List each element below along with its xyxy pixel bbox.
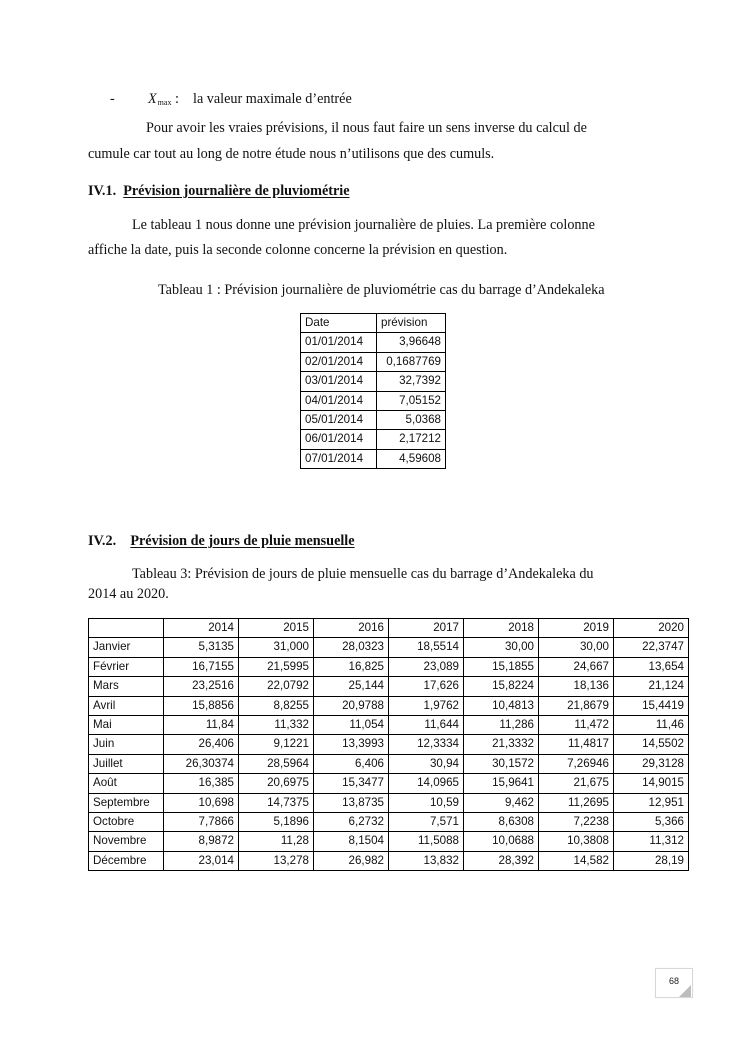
cell-value: 24,667 bbox=[539, 657, 614, 676]
column-header-prevision: prévision bbox=[377, 314, 446, 333]
cell-value: 23,2516 bbox=[164, 677, 239, 696]
cell-value: 23,089 bbox=[389, 657, 464, 676]
section-number: IV.2. bbox=[88, 533, 117, 549]
cell-value: 11,28 bbox=[239, 832, 314, 851]
cell-value: 21,5995 bbox=[239, 657, 314, 676]
column-header-year: 2017 bbox=[389, 619, 464, 638]
section-number: IV.1. bbox=[88, 183, 117, 199]
table-row bbox=[89, 832, 689, 851]
cell-value: 30,1572 bbox=[464, 754, 539, 773]
section-title: Prévision de jours de pluie mensuelle bbox=[130, 533, 355, 549]
cell-month: Octobre bbox=[89, 813, 164, 832]
table-header-row bbox=[301, 314, 446, 333]
cell-value: 13,654 bbox=[614, 657, 689, 676]
cell-date: 03/01/2014 bbox=[301, 372, 377, 391]
cell-value: 14,582 bbox=[539, 851, 614, 870]
cell-date: 07/01/2014 bbox=[301, 449, 377, 468]
table1-caption: Tableau 1 : Prévision journalière de pluviométrie cas du barrage d’Andekaleka bbox=[158, 282, 605, 298]
table-row bbox=[301, 372, 446, 391]
column-header-year: 2016 bbox=[314, 619, 389, 638]
cell-value: 18,136 bbox=[539, 677, 614, 696]
cell-value: 11,054 bbox=[314, 716, 389, 735]
table-header-row bbox=[89, 619, 689, 638]
column-header-month bbox=[89, 619, 164, 638]
cell-value: 5,3135 bbox=[164, 638, 239, 657]
cell-prevision: 4,59608 bbox=[377, 449, 446, 468]
column-header-year: 2019 bbox=[539, 619, 614, 638]
cell-value: 28,5964 bbox=[239, 754, 314, 773]
cell-value: 6,406 bbox=[314, 754, 389, 773]
cell-value: 10,3808 bbox=[539, 832, 614, 851]
cell-value: 23,014 bbox=[164, 851, 239, 870]
cell-value: 10,0688 bbox=[464, 832, 539, 851]
cell-value: 14,5502 bbox=[614, 735, 689, 754]
table-row bbox=[89, 851, 689, 870]
cell-value: 11,5088 bbox=[389, 832, 464, 851]
cell-value: 11,332 bbox=[239, 716, 314, 735]
cell-value: 11,4817 bbox=[539, 735, 614, 754]
cell-value: 9,1221 bbox=[239, 735, 314, 754]
cell-value: 14,9015 bbox=[614, 774, 689, 793]
table3-caption-line2: 2014 au 2020. bbox=[88, 586, 169, 602]
section-heading-iv2 bbox=[88, 533, 355, 550]
intro-paragraph-line1: Pour avoir les vraies prévisions, il nous faut faire un sens inverse du calcul de bbox=[146, 120, 587, 136]
section-heading-iv1 bbox=[88, 183, 350, 200]
list-bullet: - bbox=[110, 91, 115, 107]
cell-month: Septembre bbox=[89, 793, 164, 812]
cell-value: 16,7155 bbox=[164, 657, 239, 676]
page-curl-icon bbox=[679, 985, 691, 997]
cell-value: 26,406 bbox=[164, 735, 239, 754]
cell-value: 8,8255 bbox=[239, 696, 314, 715]
cell-value: 15,1855 bbox=[464, 657, 539, 676]
cell-value: 25,144 bbox=[314, 677, 389, 696]
cell-date: 02/01/2014 bbox=[301, 352, 377, 371]
cell-value: 12,3334 bbox=[389, 735, 464, 754]
monthly-rain-days-table bbox=[88, 618, 689, 871]
table-row bbox=[301, 333, 446, 352]
cell-value: 13,278 bbox=[239, 851, 314, 870]
cell-prevision: 2,17212 bbox=[377, 430, 446, 449]
cell-value: 7,2238 bbox=[539, 813, 614, 832]
variable-colon: : bbox=[171, 91, 179, 107]
cell-value: 5,1896 bbox=[239, 813, 314, 832]
cell-value: 21,124 bbox=[614, 677, 689, 696]
cell-value: 31,000 bbox=[239, 638, 314, 657]
table-row bbox=[89, 638, 689, 657]
cell-month: Mai bbox=[89, 716, 164, 735]
table-row bbox=[89, 735, 689, 754]
variable-subscript: max bbox=[157, 98, 172, 107]
cell-value: 13,3993 bbox=[314, 735, 389, 754]
section-title: Prévision journalière de pluviométrie bbox=[123, 183, 350, 199]
section1-paragraph-line1: Le tableau 1 nous donne une prévision journalière de pluies. La première colonne bbox=[132, 217, 595, 233]
cell-month: Janvier bbox=[89, 638, 164, 657]
cell-value: 11,472 bbox=[539, 716, 614, 735]
column-header-year: 2018 bbox=[464, 619, 539, 638]
cell-value: 21,675 bbox=[539, 774, 614, 793]
cell-date: 06/01/2014 bbox=[301, 430, 377, 449]
cell-value: 8,6308 bbox=[464, 813, 539, 832]
cell-prevision: 5,0368 bbox=[377, 411, 446, 430]
cell-value: 26,30374 bbox=[164, 754, 239, 773]
cell-value: 14,0965 bbox=[389, 774, 464, 793]
cell-date: 05/01/2014 bbox=[301, 411, 377, 430]
cell-value: 15,9641 bbox=[464, 774, 539, 793]
table-row bbox=[89, 677, 689, 696]
cell-month: Juin bbox=[89, 735, 164, 754]
cell-value: 6,2732 bbox=[314, 813, 389, 832]
cell-value: 22,3747 bbox=[614, 638, 689, 657]
cell-value: 16,825 bbox=[314, 657, 389, 676]
column-header-date: Date bbox=[301, 314, 377, 333]
cell-date: 04/01/2014 bbox=[301, 391, 377, 410]
cell-value: 26,982 bbox=[314, 851, 389, 870]
table-row bbox=[301, 411, 446, 430]
cell-prevision: 7,05152 bbox=[377, 391, 446, 410]
cell-month: Avril bbox=[89, 696, 164, 715]
cell-value: 16,385 bbox=[164, 774, 239, 793]
cell-value: 29,3128 bbox=[614, 754, 689, 773]
cell-value: 18,5514 bbox=[389, 638, 464, 657]
cell-value: 22,0792 bbox=[239, 677, 314, 696]
cell-value: 10,698 bbox=[164, 793, 239, 812]
table-row bbox=[301, 352, 446, 371]
column-header-year: 2015 bbox=[239, 619, 314, 638]
table-row bbox=[89, 813, 689, 832]
cell-month: Décembre bbox=[89, 851, 164, 870]
cell-prevision: 0,1687769 bbox=[377, 352, 446, 371]
cell-value: 11,644 bbox=[389, 716, 464, 735]
cell-month: Février bbox=[89, 657, 164, 676]
table-row bbox=[89, 754, 689, 773]
table-row bbox=[89, 774, 689, 793]
cell-value: 10,59 bbox=[389, 793, 464, 812]
cell-value: 8,1504 bbox=[314, 832, 389, 851]
cell-value: 15,4419 bbox=[614, 696, 689, 715]
table-row bbox=[89, 696, 689, 715]
cell-date: 01/01/2014 bbox=[301, 333, 377, 352]
column-header-year: 2014 bbox=[164, 619, 239, 638]
cell-prevision: 3,96648 bbox=[377, 333, 446, 352]
variable-symbol: X bbox=[148, 91, 157, 107]
cell-value: 30,00 bbox=[539, 638, 614, 657]
cell-value: 15,8224 bbox=[464, 677, 539, 696]
cell-value: 20,9788 bbox=[314, 696, 389, 715]
cell-month: Juillet bbox=[89, 754, 164, 773]
cell-value: 28,0323 bbox=[314, 638, 389, 657]
cell-value: 17,626 bbox=[389, 677, 464, 696]
cell-value: 20,6975 bbox=[239, 774, 314, 793]
cell-value: 5,366 bbox=[614, 813, 689, 832]
cell-value: 9,462 bbox=[464, 793, 539, 812]
cell-value: 15,3477 bbox=[314, 774, 389, 793]
cell-value: 12,951 bbox=[614, 793, 689, 812]
cell-value: 15,8856 bbox=[164, 696, 239, 715]
cell-value: 11,312 bbox=[614, 832, 689, 851]
variable-description: la valeur maximale d’entrée bbox=[193, 91, 352, 107]
table-row bbox=[89, 716, 689, 735]
cell-value: 13,832 bbox=[389, 851, 464, 870]
cell-value: 30,00 bbox=[464, 638, 539, 657]
variable-xmax bbox=[148, 89, 179, 113]
cell-month: Août bbox=[89, 774, 164, 793]
cell-value: 14,7375 bbox=[239, 793, 314, 812]
table3-caption-line1: Tableau 3: Prévision de jours de pluie mensuelle cas du barrage d’Andekaleka du bbox=[132, 566, 594, 582]
page-number: 68 bbox=[655, 968, 693, 998]
cell-value: 28,392 bbox=[464, 851, 539, 870]
table-row bbox=[301, 449, 446, 468]
cell-value: 7,571 bbox=[389, 813, 464, 832]
cell-value: 21,3332 bbox=[464, 735, 539, 754]
cell-value: 13,8735 bbox=[314, 793, 389, 812]
cell-value: 30,94 bbox=[389, 754, 464, 773]
cell-value: 7,26946 bbox=[539, 754, 614, 773]
table-row bbox=[89, 793, 689, 812]
cell-value: 28,19 bbox=[614, 851, 689, 870]
cell-prevision: 32,7392 bbox=[377, 372, 446, 391]
cell-value: 11,84 bbox=[164, 716, 239, 735]
cell-value: 11,2695 bbox=[539, 793, 614, 812]
cell-value: 11,46 bbox=[614, 716, 689, 735]
cell-value: 7,7866 bbox=[164, 813, 239, 832]
cell-value: 21,8679 bbox=[539, 696, 614, 715]
table-row bbox=[301, 391, 446, 410]
daily-forecast-table bbox=[300, 313, 446, 469]
cell-month: Novembre bbox=[89, 832, 164, 851]
intro-paragraph-line2: cumule car tout au long de notre étude nous n’utilisons que des cumuls. bbox=[88, 146, 495, 162]
cell-month: Mars bbox=[89, 677, 164, 696]
section1-paragraph-line2: affiche la date, puis la seconde colonne concerne la prévision en question. bbox=[88, 242, 508, 258]
cell-value: 8,9872 bbox=[164, 832, 239, 851]
table-row bbox=[301, 430, 446, 449]
cell-value: 10,4813 bbox=[464, 696, 539, 715]
column-header-year: 2020 bbox=[614, 619, 689, 638]
cell-value: 11,286 bbox=[464, 716, 539, 735]
table-row bbox=[89, 657, 689, 676]
cell-value: 1,9762 bbox=[389, 696, 464, 715]
